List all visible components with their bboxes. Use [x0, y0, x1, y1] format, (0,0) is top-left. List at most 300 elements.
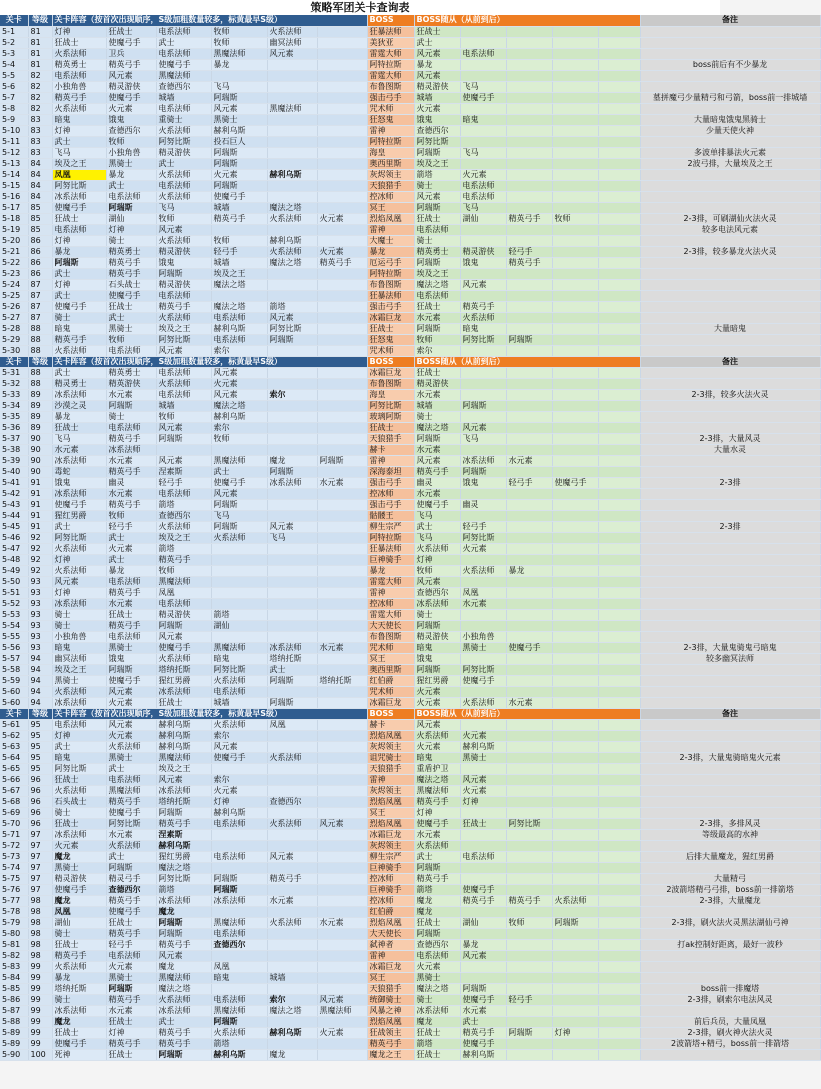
lineup-unit: 风元素 [211, 367, 267, 378]
stage-level: 84 [28, 169, 52, 180]
lineup-unit: 黑魔法师 [211, 455, 267, 466]
table-row [0, 884, 820, 895]
header-lineup: 关卡阵容（按首次出现顺序，S级加粗数量较多，标黄最早S级） [52, 708, 367, 719]
lineup-unit [317, 983, 367, 994]
boss-follower [506, 840, 552, 851]
boss-follower [598, 235, 640, 246]
table-row [0, 48, 820, 59]
lineup-unit: 武士 [106, 532, 156, 543]
boss-follower: 水元素 [506, 697, 552, 708]
lineup-unit: 暴龙 [52, 972, 106, 983]
boss-follower [598, 917, 640, 928]
lineup-unit [317, 37, 367, 48]
header-row [0, 356, 820, 367]
stage-note [640, 675, 820, 686]
table-row [0, 114, 820, 125]
lineup-unit: 埃及之王 [156, 763, 211, 774]
lineup-unit: 火元素 [106, 103, 156, 114]
table-row [0, 752, 820, 763]
boss-follower [460, 554, 506, 565]
table-row [0, 763, 820, 774]
lineup-unit: 火系法师 [52, 48, 106, 59]
boss-name: 弑神者 [367, 939, 414, 950]
boss-follower: 饿鬼 [460, 477, 506, 488]
table-row [0, 939, 820, 950]
lineup-unit [267, 840, 317, 851]
stage-id: 5-73 [0, 851, 28, 862]
stage-id: 5-53 [0, 609, 28, 620]
lineup-unit: 风元素 [106, 686, 156, 697]
lineup-unit: 精英弓手 [106, 59, 156, 70]
lineup-unit: 武士 [52, 136, 106, 147]
lineup-unit [317, 730, 367, 741]
lineup-unit [267, 268, 317, 279]
table-row [0, 521, 820, 532]
lineup-unit: 冰系法师 [156, 686, 211, 697]
lineup-unit: 箭塔 [211, 1038, 267, 1049]
boss-follower: 武士 [414, 521, 460, 532]
boss-follower [552, 653, 598, 664]
boss-name: 阿特拉斯 [367, 268, 414, 279]
lineup-unit: 电系法师 [211, 851, 267, 862]
boss-name: 强击弓手 [367, 92, 414, 103]
stage-level: 85 [28, 202, 52, 213]
lineup-unit: 火系法师 [156, 378, 211, 389]
boss-follower [460, 873, 506, 884]
lineup-unit: 魔法之塔 [211, 301, 267, 312]
lineup-unit: 黑魔法师 [156, 752, 211, 763]
boss-follower [506, 400, 552, 411]
stage-note [640, 741, 820, 752]
stage-level: 94 [28, 664, 52, 675]
stage-id: 5-32 [0, 378, 28, 389]
boss-name: 红伯爵 [367, 675, 414, 686]
lineup-unit [317, 807, 367, 818]
lineup-unit: 水元素 [52, 444, 106, 455]
boss-follower: 湖仙 [460, 917, 506, 928]
boss-name: 狂暴法师 [367, 290, 414, 301]
boss-follower [460, 125, 506, 136]
lineup-unit [317, 785, 367, 796]
lineup-unit: 狂战士 [52, 422, 106, 433]
lineup-unit [267, 906, 317, 917]
boss-follower [552, 147, 598, 158]
boss-follower [506, 862, 552, 873]
lineup-unit: 冰系法师 [156, 1005, 211, 1016]
table-row [0, 785, 820, 796]
boss-follower: 精灵游侠 [414, 378, 460, 389]
boss-follower [552, 334, 598, 345]
lineup-unit [317, 1049, 367, 1060]
lineup-unit [156, 444, 211, 455]
stage-level: 98 [28, 917, 52, 928]
lineup-unit: 冰系法师 [52, 191, 106, 202]
lineup-unit: 火系法师 [156, 994, 211, 1005]
boss-follower [552, 928, 598, 939]
stage-note: 大量暗鬼 [640, 323, 820, 334]
boss-name: 天狼猎手 [367, 763, 414, 774]
stage-note [640, 1005, 820, 1016]
boss-name: 布鲁图斯 [367, 378, 414, 389]
stage-note [640, 488, 820, 499]
stage-level: 83 [28, 147, 52, 158]
lineup-unit: 城墙 [267, 972, 317, 983]
stage-id: 5-77 [0, 895, 28, 906]
lineup-unit: 凤凰 [267, 719, 317, 730]
lineup-unit [317, 411, 367, 422]
lineup-unit: 塔纳托斯 [317, 675, 367, 686]
lineup-unit: 暴龙 [106, 169, 156, 180]
boss-follower [598, 26, 640, 37]
lineup-unit: 饿鬼 [156, 257, 211, 268]
lineup-unit [317, 532, 367, 543]
stage-note: boss前后有不少暴龙 [640, 59, 820, 70]
boss-name: 狂战士 [367, 323, 414, 334]
boss-follower: 风元素 [460, 950, 506, 961]
table-row [0, 235, 820, 246]
lineup-unit: 查德西尔 [156, 510, 211, 521]
header-stage: 关卡 [0, 15, 28, 26]
stage-id: 5-13 [0, 158, 28, 169]
boss-follower [552, 609, 598, 620]
lineup-unit: 电系法师 [156, 488, 211, 499]
lineup-unit [267, 81, 317, 92]
boss-follower [460, 488, 506, 499]
boss-follower [552, 158, 598, 169]
boss-follower [552, 169, 598, 180]
boss-follower [460, 411, 506, 422]
lineup-unit [317, 686, 367, 697]
stage-level: 89 [28, 411, 52, 422]
boss-follower: 狂战士 [414, 1027, 460, 1038]
lineup-unit: 灯神 [52, 26, 106, 37]
boss-follower: 水元素 [414, 444, 460, 455]
boss-follower [460, 972, 506, 983]
lineup-unit [317, 576, 367, 587]
lineup-unit: 火系法师 [156, 125, 211, 136]
lineup-unit [317, 114, 367, 125]
lineup-unit: 水元素 [106, 455, 156, 466]
page-title: 策略军团关卡查询表 [0, 0, 720, 15]
boss-follower: 阿努比斯 [460, 532, 506, 543]
boss-follower [506, 939, 552, 950]
boss-follower [598, 202, 640, 213]
lineup-unit: 黑魔法师 [211, 917, 267, 928]
boss-follower [552, 1016, 598, 1027]
table-row [0, 631, 820, 642]
lineup-unit: 黑骑士 [106, 972, 156, 983]
lineup-unit: 阿瑞斯 [156, 433, 211, 444]
lineup-unit: 武士 [156, 1016, 211, 1027]
boss-follower [552, 587, 598, 598]
boss-name: 赫卡 [367, 719, 414, 730]
boss-follower [598, 829, 640, 840]
lineup-unit [317, 444, 367, 455]
boss-follower: 精英弓手 [506, 257, 552, 268]
boss-follower [506, 125, 552, 136]
lineup-unit: 阿努比斯 [267, 323, 317, 334]
boss-follower [506, 554, 552, 565]
lineup-unit [317, 499, 367, 510]
lineup-unit: 飞马 [52, 433, 106, 444]
boss-follower [460, 103, 506, 114]
boss-follower [460, 378, 506, 389]
lineup-unit: 骑士 [52, 312, 106, 323]
boss-follower [598, 334, 640, 345]
boss-follower [598, 367, 640, 378]
boss-follower [552, 697, 598, 708]
boss-follower: 精灵游侠 [414, 631, 460, 642]
boss-follower [552, 378, 598, 389]
boss-follower [598, 1027, 640, 1038]
boss-name: 控冰师 [367, 488, 414, 499]
lineup-unit: 精英弓手 [156, 1038, 211, 1049]
boss-follower [506, 1016, 552, 1027]
boss-follower: 幽灵 [414, 477, 460, 488]
lineup-unit [211, 631, 267, 642]
stage-id: 5-62 [0, 730, 28, 741]
stage-level: 95 [28, 730, 52, 741]
lineup-unit [317, 389, 367, 400]
boss-follower: 凤凰 [460, 587, 506, 598]
stage-note [640, 620, 820, 631]
boss-follower [598, 1049, 640, 1060]
boss-follower [552, 125, 598, 136]
boss-follower: 水元素 [414, 312, 460, 323]
table-row [0, 345, 820, 356]
stage-id: 5-48 [0, 554, 28, 565]
boss-follower: 飞马 [414, 510, 460, 521]
table-row [0, 169, 820, 180]
table-row [0, 312, 820, 323]
boss-follower: 阿努比斯 [460, 664, 506, 675]
lineup-unit: 火系法师 [156, 521, 211, 532]
boss-name: 雷神 [367, 455, 414, 466]
stage-level: 87 [28, 301, 52, 312]
lineup-unit: 暗鬼 [52, 642, 106, 653]
table-row [0, 675, 820, 686]
lineup-unit: 箭塔 [211, 609, 267, 620]
stage-id: 5-74 [0, 862, 28, 873]
lineup-unit: 骑士 [52, 620, 106, 631]
table-row [0, 455, 820, 466]
stage-id: 5-69 [0, 807, 28, 818]
boss-follower: 埃及之王 [414, 268, 460, 279]
table-row [0, 180, 820, 191]
lineup-unit: 武士 [106, 180, 156, 191]
stage-level: 98 [28, 906, 52, 917]
boss-follower [598, 279, 640, 290]
boss-follower [460, 928, 506, 939]
boss-follower [598, 48, 640, 59]
boss-name: 灰烬领主 [367, 741, 414, 752]
stage-level: 97 [28, 829, 52, 840]
lineup-unit: 电系法师 [211, 686, 267, 697]
table-row [0, 400, 820, 411]
boss-follower [460, 158, 506, 169]
header-level: 等级 [28, 708, 52, 719]
lineup-unit: 灯神 [52, 279, 106, 290]
lineup-unit [267, 125, 317, 136]
stage-note [640, 609, 820, 620]
lineup-unit: 武士 [106, 312, 156, 323]
lineup-unit: 暗鬼 [211, 653, 267, 664]
boss-follower: 小独角兽 [460, 631, 506, 642]
stage-level: 97 [28, 862, 52, 873]
stage-id: 5-63 [0, 741, 28, 752]
boss-follower [506, 774, 552, 785]
lineup-unit: 索尔 [211, 730, 267, 741]
lineup-unit [317, 697, 367, 708]
boss-follower: 精灵游侠 [460, 246, 506, 257]
lineup-unit: 阿瑞斯 [156, 928, 211, 939]
stage-note: 2-3排，大量鬼骑暗鬼火元素 [640, 752, 820, 763]
stage-level: 99 [28, 961, 52, 972]
boss-follower [506, 136, 552, 147]
lineup-unit [317, 719, 367, 730]
stage-level: 86 [28, 257, 52, 268]
boss-name: 柳生宗严 [367, 521, 414, 532]
lineup-unit [267, 510, 317, 521]
boss-name: 雷神 [367, 950, 414, 961]
stage-note [640, 422, 820, 433]
stage-note [640, 576, 820, 587]
lineup-unit: 武士 [52, 290, 106, 301]
boss-name: 雷神 [367, 224, 414, 235]
boss-follower [552, 807, 598, 818]
boss-follower: 精灵游侠 [414, 81, 460, 92]
boss-follower [598, 961, 640, 972]
lineup-unit: 冰系法师 [52, 598, 106, 609]
stage-level: 94 [28, 686, 52, 697]
lineup-unit [317, 180, 367, 191]
table-row [0, 642, 820, 653]
boss-follower [506, 741, 552, 752]
table-row [0, 477, 820, 488]
lineup-unit: 火系法师 [267, 26, 317, 37]
lineup-unit: 风元素 [267, 48, 317, 59]
lineup-unit: 电系法师 [106, 345, 156, 356]
lineup-unit: 黑魔法师 [211, 48, 267, 59]
boss-name: 诅咒骑士 [367, 752, 414, 763]
boss-name: 狂战领主 [367, 1027, 414, 1038]
stage-id: 5-15 [0, 180, 28, 191]
boss-name: 暴龙 [367, 246, 414, 257]
stage-level: 95 [28, 752, 52, 763]
lineup-unit: 卫兵 [106, 48, 156, 59]
lineup-unit: 精英弓手 [156, 939, 211, 950]
boss-follower [460, 444, 506, 455]
boss-follower: 赫利乌斯 [460, 741, 506, 752]
table-row [0, 268, 820, 279]
lineup-unit [267, 609, 317, 620]
boss-name: 海皇 [367, 147, 414, 158]
lineup-unit: 使魔弓手 [52, 1038, 106, 1049]
boss-follower [506, 378, 552, 389]
lineup-unit [317, 741, 367, 752]
boss-follower: 查德西尔 [414, 939, 460, 950]
stage-id: 5-6 [0, 81, 28, 92]
lineup-unit: 火元素 [106, 543, 156, 554]
boss-follower [598, 510, 640, 521]
boss-follower [598, 587, 640, 598]
boss-follower [598, 862, 640, 873]
lineup-unit: 狂战士 [52, 818, 106, 829]
boss-follower: 冰系法师 [460, 455, 506, 466]
stage-id: 5-38 [0, 444, 28, 455]
lineup-unit [211, 576, 267, 587]
boss-follower: 水元素 [414, 389, 460, 400]
boss-follower: 阿努比斯 [414, 136, 460, 147]
lineup-unit [317, 224, 367, 235]
boss-follower: 阿瑞斯 [414, 202, 460, 213]
boss-follower [506, 147, 552, 158]
boss-follower: 魔龙 [414, 1016, 460, 1027]
lineup-unit [317, 466, 367, 477]
stage-note [640, 70, 820, 81]
lineup-unit: 飞马 [211, 81, 267, 92]
stage-level: 95 [28, 741, 52, 752]
lineup-unit: 电系法师 [211, 994, 267, 1005]
lineup-unit [267, 807, 317, 818]
boss-follower: 魔法之塔 [414, 279, 460, 290]
boss-follower [598, 312, 640, 323]
boss-name: 强击弓手 [367, 301, 414, 312]
lineup-unit [267, 290, 317, 301]
boss-follower [598, 598, 640, 609]
boss-follower: 阿努比斯 [506, 818, 552, 829]
boss-follower: 箭塔 [414, 1038, 460, 1049]
boss-follower [598, 378, 640, 389]
stage-level: 96 [28, 807, 52, 818]
stage-level: 83 [28, 125, 52, 136]
boss-follower [460, 576, 506, 587]
table-row [0, 730, 820, 741]
stage-level: 93 [28, 620, 52, 631]
boss-follower [552, 543, 598, 554]
lineup-unit [317, 202, 367, 213]
boss-follower [598, 994, 640, 1005]
stage-level: 88 [28, 334, 52, 345]
lineup-unit: 魔龙 [52, 895, 106, 906]
boss-name: 狂战士 [367, 422, 414, 433]
table-row [0, 510, 820, 521]
stage-level: 96 [28, 818, 52, 829]
lineup-unit: 火元素 [317, 213, 367, 224]
boss-follower: 轻弓手 [506, 477, 552, 488]
stage-level: 97 [28, 851, 52, 862]
boss-follower: 阿瑞斯 [506, 1027, 552, 1038]
lineup-unit: 狂战士 [52, 939, 106, 950]
boss-follower [506, 972, 552, 983]
boss-follower [506, 587, 552, 598]
boss-follower [506, 158, 552, 169]
lineup-unit: 电系法师 [156, 103, 211, 114]
lineup-unit [317, 598, 367, 609]
stage-level: 87 [28, 312, 52, 323]
lineup-unit: 阿瑞斯 [211, 92, 267, 103]
boss-follower [460, 763, 506, 774]
boss-follower [506, 48, 552, 59]
boss-name: 布鲁图斯 [367, 279, 414, 290]
lineup-unit: 电系法师 [211, 312, 267, 323]
boss-follower [506, 752, 552, 763]
boss-follower [506, 367, 552, 378]
lineup-unit: 电系法师 [156, 598, 211, 609]
lineup-unit: 风元素 [156, 774, 211, 785]
lineup-unit: 电系法师 [156, 26, 211, 37]
table-row [0, 70, 820, 81]
